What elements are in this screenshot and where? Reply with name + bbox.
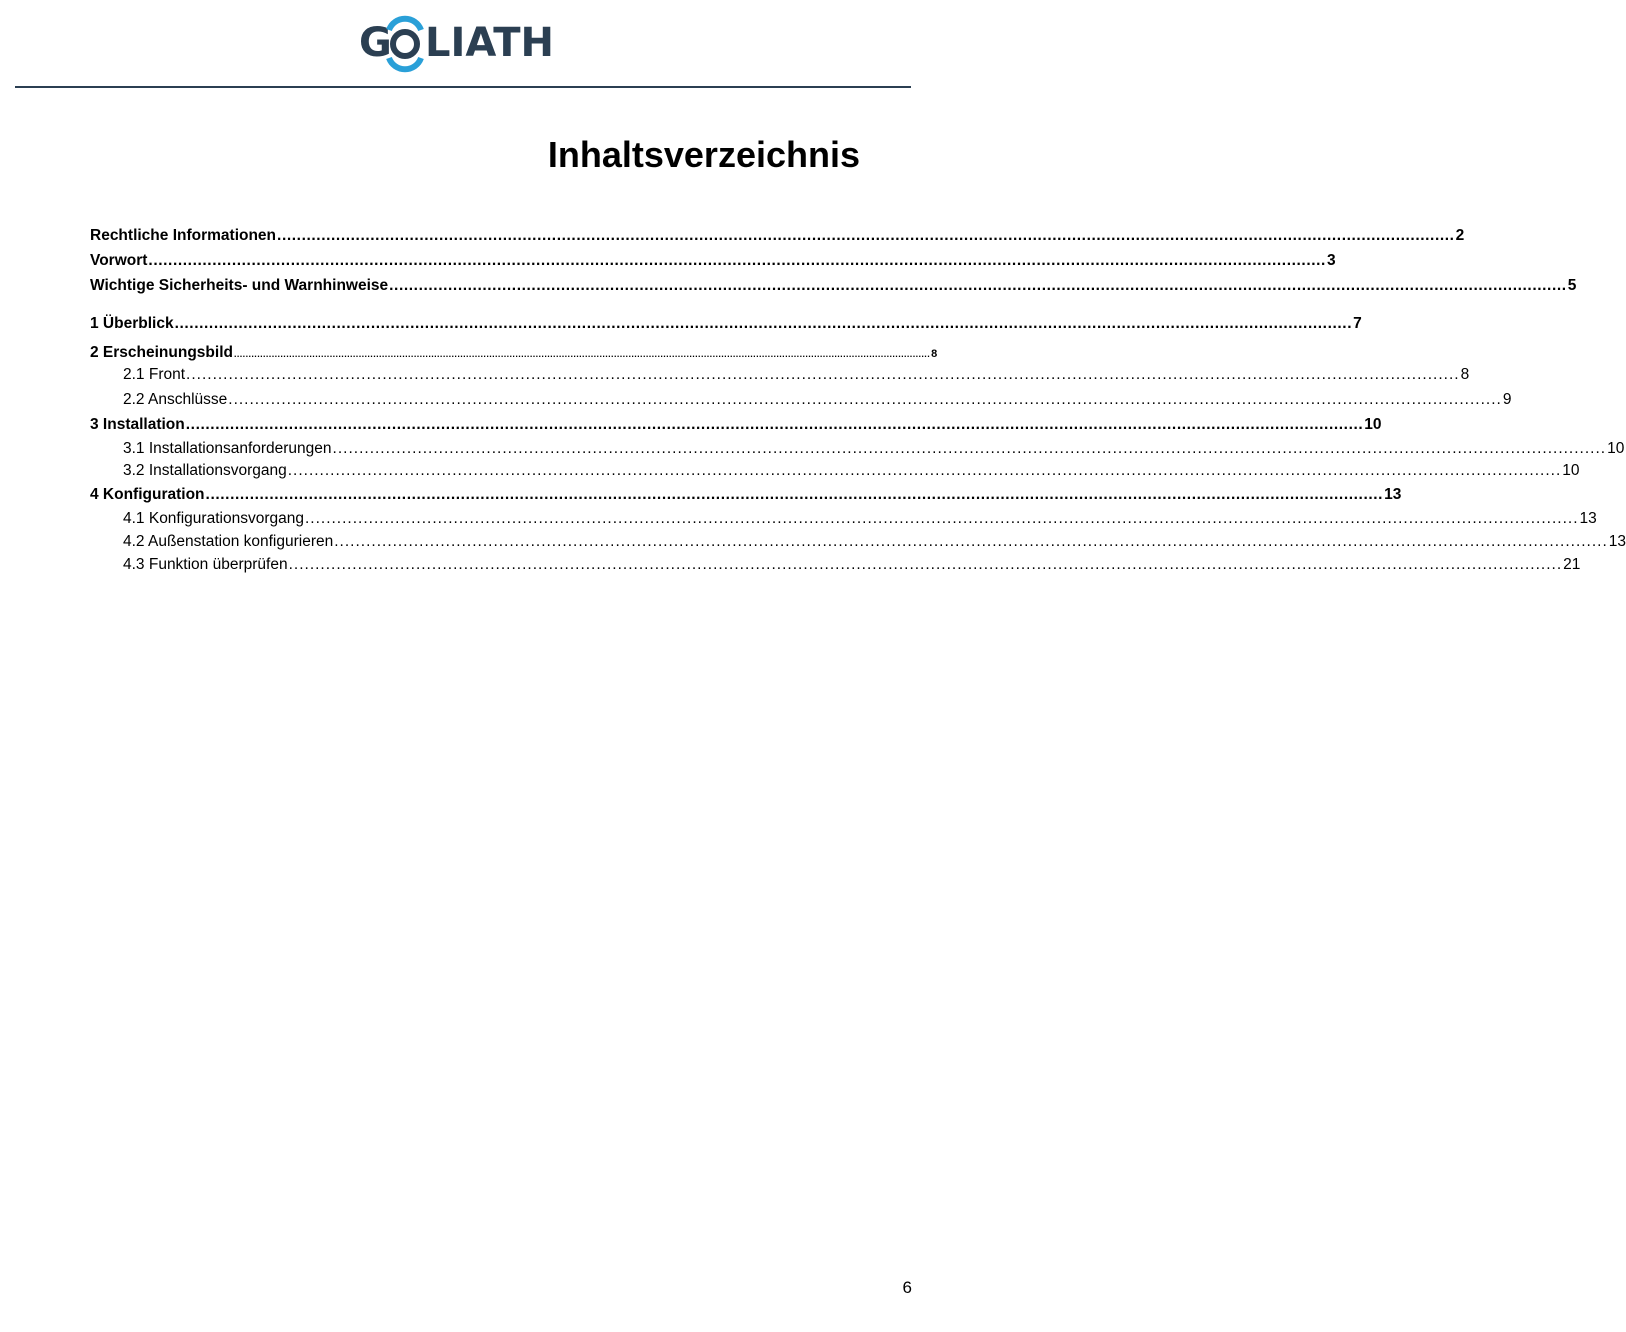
toc-entry-label: 3.2 Installationsvorgang xyxy=(123,462,287,479)
toc-entry-page: 13 xyxy=(1579,510,1597,527)
toc-leader-dots xyxy=(175,314,1353,334)
toc-entry[interactable] xyxy=(123,461,1580,481)
toc-entry[interactable] xyxy=(123,439,1625,459)
toc-entry[interactable] xyxy=(90,251,1336,271)
toc-entry[interactable] xyxy=(123,532,1626,552)
toc-entry-page: 13 xyxy=(1384,486,1402,503)
toc-entry-label: 2 Erscheinungsbild xyxy=(90,344,233,361)
toc-entry[interactable] xyxy=(123,509,1597,529)
toc-entry-label: 4.2 Außenstation konfigurieren xyxy=(123,533,334,550)
toc-entry-page: 10 xyxy=(1364,416,1382,433)
toc-entry-label: 3.1 Installationsanforderungen xyxy=(123,440,332,457)
toc-entry[interactable] xyxy=(123,555,1581,575)
page-number: 6 xyxy=(902,1278,912,1297)
toc-entry[interactable] xyxy=(90,485,1402,505)
toc-entry-page: 21 xyxy=(1563,556,1581,573)
toc-entry-page: 7 xyxy=(1353,315,1362,332)
page-header xyxy=(0,0,950,95)
toc-entry[interactable] xyxy=(123,365,1470,385)
toc-entry[interactable] xyxy=(90,314,1362,334)
toc-leader-dots xyxy=(305,509,1579,529)
toc-entry-page: 10 xyxy=(1607,440,1625,457)
toc-leader-dots xyxy=(389,276,1567,296)
toc-entry[interactable] xyxy=(90,343,938,364)
toc-entry-label: 1 Überblick xyxy=(90,315,174,332)
toc-leader-dots xyxy=(186,415,1364,435)
toc-leader-dots xyxy=(289,555,1563,575)
svg-text:LIATH: LIATH xyxy=(425,20,554,66)
goliath-logo-graphic xyxy=(359,8,554,78)
toc-entry-label: Wichtige Sicherheits- und Warnhinweise xyxy=(90,277,389,294)
toc-entry[interactable] xyxy=(90,226,1465,246)
goliath-logo xyxy=(359,8,554,78)
toc-entry-label: Rechtliche Informationen xyxy=(90,227,277,244)
toc-entry-label: 3 Installation xyxy=(90,416,185,433)
toc-leader-dots xyxy=(234,344,930,364)
toc-entry-page: 5 xyxy=(1567,277,1577,294)
toc-entry-page: 9 xyxy=(1502,391,1512,408)
toc-entry-label: Vorwort xyxy=(90,252,148,269)
toc-entry[interactable] xyxy=(123,390,1512,410)
toc-entry-page: 2 xyxy=(1455,227,1465,244)
toc-leader-dots xyxy=(288,461,1562,481)
page-title: Inhaltsverzeichnis xyxy=(547,134,860,175)
toc-leader-dots xyxy=(186,365,1460,385)
toc-entry-page: 3 xyxy=(1326,252,1336,269)
toc-entry-label: 4.1 Konfigurationsvorgang xyxy=(123,510,304,527)
toc-entry-label: 4.3 Funktion überprüfen xyxy=(123,556,288,573)
toc-entry[interactable] xyxy=(90,276,1577,296)
toc-leader-dots xyxy=(206,485,1384,505)
header-divider xyxy=(15,86,911,88)
toc-entry[interactable] xyxy=(90,415,1382,435)
toc-leader-dots xyxy=(333,439,1607,459)
toc-entry-page: 13 xyxy=(1608,533,1626,550)
toc-leader-dots xyxy=(334,532,1608,552)
toc-leader-dots xyxy=(148,251,1326,271)
toc-entry-label: 2.2 Anschlüsse xyxy=(123,391,228,408)
svg-text:G: G xyxy=(359,20,392,66)
toc-entry-label: 2.1 Front xyxy=(123,366,186,383)
toc-leader-dots xyxy=(277,226,1455,246)
toc-entry-label: 4 Konfiguration xyxy=(90,486,205,503)
toc-entry-page: 10 xyxy=(1562,462,1580,479)
toc-leader-dots xyxy=(228,390,1502,410)
toc-entry-page: 8 xyxy=(1460,366,1470,383)
toc-entry-page: 8 xyxy=(931,348,938,360)
